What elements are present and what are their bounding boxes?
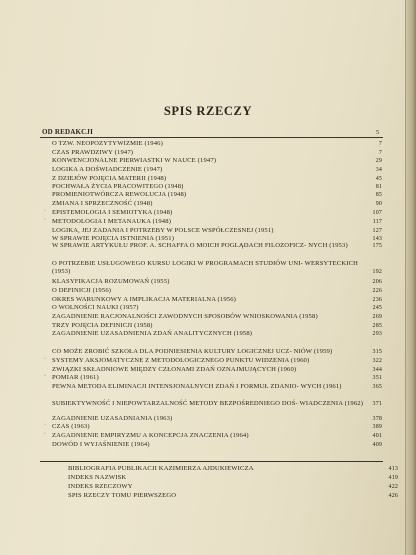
toc-entry-title: Z DZIEJÓW POJĘCIA MATERII (1948): [52, 175, 167, 182]
toc-entry: [52, 166, 382, 174]
toc-entry-page: 143: [372, 236, 382, 242]
margin-mark: ·: [44, 217, 46, 223]
toc-entry-page: 206: [372, 279, 382, 285]
toc-entry-page: 29: [375, 158, 382, 164]
toc-entry: [52, 278, 382, 286]
toc-entry-title: EPISTEMOLOGIA I SEMIOTYKA (1948): [52, 209, 173, 216]
toc-entry-page: 413: [388, 466, 398, 472]
toc-entry-page: 371: [372, 401, 382, 407]
toc-entry-title: METODOLOGIA I METANAUKA (1948): [52, 218, 172, 225]
toc-entry-page: 236: [372, 297, 382, 303]
toc-entry: [52, 149, 382, 157]
toc-entry-page: 34: [375, 167, 382, 173]
toc-entry-title: SUBIEKTYWNOŚĆ I NIEPOWTARZALNOŚĆ METODY BEZPOŚREDNIEGO DOŚ- WIADCZENIA (1962): [52, 400, 364, 407]
toc-entry-page: 315: [372, 349, 382, 355]
toc-entry-page: 285: [372, 323, 382, 329]
toc-entry-title: PROMIENIOTWÓRCZA REWOLUCJA (1948): [52, 191, 187, 198]
toc-entry-title: O POTRZEBIE USŁUGOWEGO KURSU LOGIKI W PROGRAMACH STUDIÓW UNI- WERSYTECKICH (1953): [52, 260, 359, 275]
toc-entry: [52, 296, 382, 304]
toc-entry: [52, 441, 382, 449]
toc-entry: [52, 313, 382, 321]
toc-entry-page: 426: [388, 493, 398, 499]
toc-entry: [68, 483, 398, 491]
toc-entry: [68, 465, 398, 473]
toc-entry-page: 127: [372, 228, 382, 234]
preface-title: OD REDAKCJI: [42, 128, 94, 136]
toc-entry-title: KLASYFIKACJA ROZUMOWAŃ (1955): [52, 278, 170, 285]
toc-entry: [52, 374, 382, 382]
toc-entry-page: 7: [378, 150, 382, 156]
toc-entry-page: 351: [372, 375, 382, 381]
toc-entry-page: 45: [375, 176, 382, 182]
toc-entry: [52, 330, 382, 338]
toc-entry-page: 401: [372, 433, 382, 439]
toc-entry: [52, 400, 382, 408]
toc-entry-title: TRZY POJĘCIA DEFINICJI (1958): [52, 322, 153, 329]
toc-entry-page: 175: [372, 243, 382, 249]
toc-entry-title: ZWIĄZKI SKŁADNIOWE MIĘDZY CZŁONAMI ZDAŃ OZNAJMUJĄCYCH (1960): [52, 366, 297, 373]
toc-entry-page: 378: [372, 416, 382, 422]
margin-mark: ·: [44, 356, 46, 362]
toc-entry-title: BIBLIOGRAFIA PUBLIKACJI KAZIMIERZA AJDUKIEWICZA: [68, 465, 254, 472]
toc-entry: [52, 423, 382, 431]
toc-entry: [52, 322, 382, 330]
margin-mark: ·: [44, 422, 46, 428]
toc-entry-page: 85: [375, 192, 382, 198]
toc-entry: [52, 218, 382, 226]
preface-page-number: 5: [376, 130, 379, 136]
toc-entry: [52, 140, 382, 148]
toc-entry-page: 389: [372, 424, 382, 430]
toc-entry-page: 90: [375, 201, 382, 207]
next-page-edge: [405, 0, 416, 555]
toc-entry: [52, 191, 382, 199]
top-rule: [40, 137, 383, 138]
toc-entry-title: W SPRAWIE POJĘCIA ISTNIENIA (1951): [52, 235, 175, 242]
toc-entry-title: INDEKS NAZWISK: [68, 474, 127, 481]
toc-entry: [52, 260, 382, 276]
toc-entry: [52, 227, 382, 235]
toc-entry-title: ZMIANA I SPRZECZNOŚĆ (1948): [52, 200, 153, 207]
toc-entry-title: SPIS RZECZY TOMU PIERWSZEGO: [68, 492, 177, 499]
margin-mark: ·: [44, 373, 46, 379]
page-title: SPIS RZECZY: [163, 104, 253, 118]
toc-entry-title: POCHWAŁA ŻYCIA PRACOWITEGO (1948): [52, 183, 184, 190]
margin-mark: ·: [44, 208, 46, 214]
toc-entry-title: O WOLNOŚCI NAUKI (1957): [52, 304, 139, 311]
toc-entry-title: DOWÓD I WYJAŚNIENIE (1964): [52, 441, 150, 448]
toc-entry-page: 117: [372, 219, 382, 225]
toc-entry: [52, 175, 382, 183]
toc-entry-title: CZAS PRAWDZIWY (1947): [52, 149, 134, 156]
toc-entry-page: 269: [372, 314, 382, 320]
toc-entry-title: O TZW. NEOPOZYTYWIZMIE (1946): [52, 140, 163, 147]
toc-entry: [52, 200, 382, 208]
toc-entry-page: 107: [372, 210, 382, 216]
toc-entry-title: PEWNA METODA ELIMINACJI INTENSJONALNYCH ZDAŃ I FORMUŁ ZDANIO- WYCH (1961): [52, 383, 342, 390]
toc-entry-title: LOGIKA A DOŚWIADCZENIE (1947): [52, 166, 163, 173]
toc-entry-title: CZAS (1963): [52, 423, 90, 430]
toc-entry: [52, 287, 382, 295]
toc-entry: [52, 415, 382, 423]
toc-entry-page: 344: [372, 367, 382, 373]
margin-mark: ·: [44, 431, 46, 437]
toc-entry: [52, 432, 382, 440]
toc-entry-page: 409: [372, 442, 382, 448]
toc-entry-title: ZAGADNIENIE RACJONALNOŚCI ZAWODNYCH SPOSOBÓW WNIOSKOWANIA (1958): [52, 313, 318, 320]
toc-entry-page: 322: [372, 358, 382, 364]
toc-entry-page: 245: [372, 305, 382, 311]
toc-entry-page: 365: [372, 384, 382, 390]
toc-entry: [52, 357, 382, 365]
toc-entry-page: 226: [372, 288, 382, 294]
toc-entry: [52, 157, 382, 165]
toc-entry: [52, 348, 382, 356]
toc-entry: [52, 366, 382, 374]
toc-entry-title: W SPRAWIE ARTYKUŁU PROF. A. SCHAFFA O MOICH POGLĄDACH FILOZOFICZ- NYCH (1953): [52, 242, 348, 249]
toc-entry-title: ZAGADNIENIE EMPIRYZMU A KONCEPCJA ZNACZENIA (1964): [52, 432, 249, 439]
toc-entry-title: ZAGADNIENIE UZASADNIANIA (1963): [52, 415, 173, 422]
toc-entry-page: 419: [388, 475, 398, 481]
toc-entry: [52, 183, 382, 191]
toc-entry: [52, 383, 382, 391]
toc-entry-title: POMIAR (1961): [52, 374, 99, 381]
toc-entry: [68, 474, 398, 482]
toc-entry-page: 422: [388, 484, 398, 490]
toc-entry: [52, 242, 382, 250]
toc-entry-page: 192: [372, 269, 382, 275]
toc-entry-title: OKRES WARUNKOWY A IMPLIKACJA MATERIALNA (1956): [52, 296, 237, 303]
toc-entry-title: LOGIKA, JEJ ZADANIA I POTRZEBY W POLSCE WSPÓŁCZESNEJ (1951): [52, 227, 274, 234]
toc-entry-page: 81: [375, 184, 382, 190]
toc-entry: [68, 492, 398, 500]
toc-entry-title: INDEKS RZECZOWY: [68, 483, 133, 490]
toc-entry-page: 7: [378, 141, 382, 147]
toc-entry-title: SYSTEMY AKSJOMATYCZNE Z METODOLOGICZNEGO PUNKTU WIDZENIA (1960): [52, 357, 310, 364]
section-rule: [40, 461, 383, 462]
toc-entry: [52, 209, 382, 217]
toc-entry-page: 293: [372, 331, 382, 337]
toc-entry-title: CO MOŻE ZROBIĆ SZKOŁA DLA PODNIESIENIA KULTURY LOGICZNEJ UCZ- NIÓW (1959): [52, 348, 333, 355]
toc-entry-title: ZAGADNIENIE UZASADNIENIA ZDAŃ ANALITYCZNYCH (1958): [52, 330, 253, 337]
toc-entry-title: KONWENCJONALNE PIERWIASTKI W NAUCE (1947): [52, 157, 217, 164]
toc-entry-title: O DEFINICJI (1956): [52, 287, 112, 294]
toc-entry: [52, 304, 382, 312]
